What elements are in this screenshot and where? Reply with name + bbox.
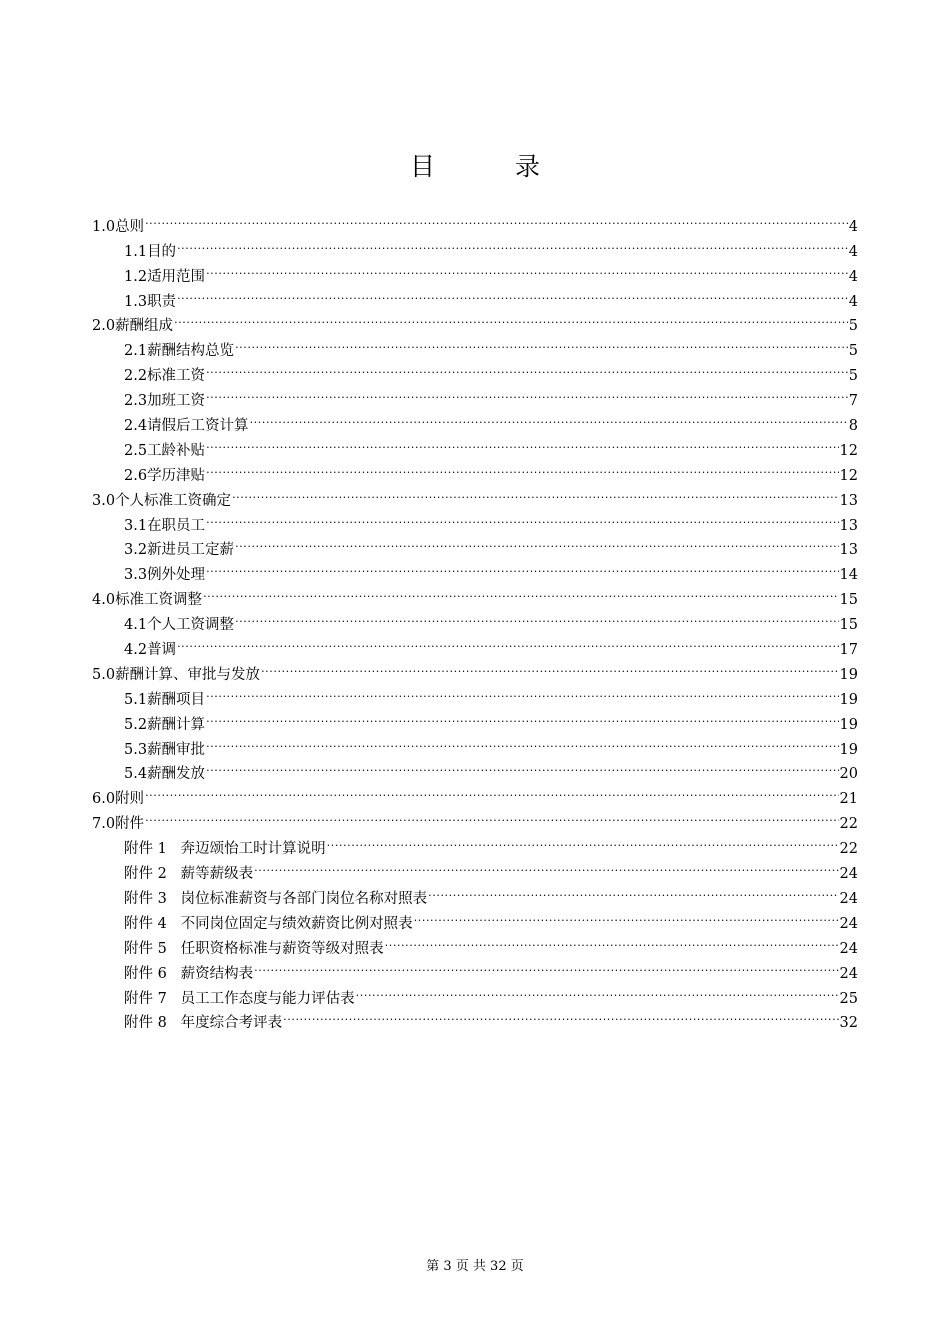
toc-entry-text: 奔迈颂怡工时计算说明: [180, 841, 326, 858]
toc-leader-dots: [206, 754, 838, 779]
toc-leader-dots: [206, 256, 848, 281]
toc-entry-text: 标准工资: [147, 368, 206, 385]
toc-leader-dots: [177, 231, 848, 256]
toc-page-number: 4: [848, 243, 858, 260]
toc-entry-label: [92, 812, 144, 837]
toc-leader-dots: [327, 828, 839, 853]
toc-entry-number: 3.3: [124, 567, 148, 584]
toc-page-number: 24: [839, 890, 858, 907]
toc-leader-dots: [232, 480, 838, 505]
toc-entry-number: 2.3: [124, 393, 148, 410]
toc-title: 目 录: [410, 152, 576, 181]
toc-entry-text: 标准工资调整: [115, 592, 203, 609]
toc-entry-number: 7.0: [92, 816, 116, 833]
toc-page-number: 8: [848, 418, 858, 435]
toc-entry-text: 普调: [147, 642, 177, 659]
toc-entry[interactable]: [92, 679, 858, 708]
toc-entry-label: [124, 439, 205, 464]
toc-leader-dots: [261, 654, 838, 679]
toc-entry-label: [124, 862, 253, 887]
toc-entry-separator: [167, 916, 181, 932]
toc-page-number: 5: [848, 343, 858, 360]
toc-entry[interactable]: [92, 530, 858, 559]
toc-page-number: 22: [839, 841, 858, 858]
toc-page-number: 24: [839, 940, 858, 957]
toc-entry-label: [124, 887, 427, 912]
toc-leader-dots: [235, 604, 838, 629]
toc-entry-label: [124, 738, 205, 763]
toc-entry-label: [124, 962, 253, 987]
toc-leader-dots: [254, 853, 838, 878]
toc-leader-dots: [283, 1003, 838, 1028]
toc-page-number: 13: [839, 517, 858, 534]
toc-leader-dots: [206, 380, 848, 405]
toc-page-number: 20: [839, 766, 858, 783]
toc-leader-dots: [254, 953, 838, 978]
toc-entry-number: 5.4: [124, 766, 148, 783]
page-footer: 第 3 页 共 32 页: [426, 1259, 524, 1274]
toc-entry-text: 个人标准工资确定: [115, 492, 232, 509]
toc-entry-separator: [167, 1015, 181, 1031]
toc-page-number: 24: [839, 965, 858, 982]
toc-leader-dots: [145, 803, 838, 828]
toc-entry-separator: [167, 941, 181, 957]
toc-page-number: 21: [839, 791, 858, 808]
toc-entry-label: [92, 787, 144, 812]
toc-leader-dots: [177, 629, 838, 654]
toc-page-number: 4: [848, 218, 858, 235]
toc-page-number: 12: [839, 442, 858, 459]
toc-leader-dots: [414, 903, 839, 928]
toc-entry-text: 薪酬发放: [147, 766, 206, 783]
toc-page-number: 19: [839, 741, 858, 758]
toc-page-number: 14: [839, 567, 858, 584]
toc-leader-dots: [174, 306, 848, 331]
toc-entry-separator: [167, 866, 181, 882]
toc-entry[interactable]: [92, 803, 858, 833]
toc-entry-number: 附件 6: [124, 965, 167, 982]
toc-entry-text: 薪酬计算、审批与发放: [115, 666, 261, 683]
toc-page-number: 24: [839, 866, 858, 883]
toc-page-number: 4: [848, 268, 858, 285]
toc-entry-number: 5.2: [124, 716, 148, 733]
toc-leader-dots: [206, 679, 838, 704]
toc-entry[interactable]: [92, 629, 858, 659]
toc-entry[interactable]: [92, 754, 858, 783]
toc-entry[interactable]: [92, 355, 858, 385]
toc-entry[interactable]: [92, 206, 858, 235]
toc-entry[interactable]: [92, 704, 858, 733]
toc-leader-dots: [428, 878, 838, 903]
toc-leader-dots: [206, 455, 838, 480]
toc-entry[interactable]: [92, 430, 858, 459]
toc-leader-dots: [385, 928, 839, 953]
toc-leader-dots: [206, 704, 838, 729]
toc-entry-separator: [167, 891, 181, 907]
toc-leader-dots: [145, 778, 838, 803]
toc-entry[interactable]: [92, 281, 858, 310]
toc-entry-number: 3.1: [124, 517, 148, 534]
toc-entry-number: 5.0: [92, 666, 116, 683]
toc-entry-number: 6.0: [92, 791, 116, 808]
toc-page-number: 5: [848, 318, 858, 335]
toc-entry-text: 薪酬结构总览: [147, 343, 235, 360]
toc-leader-dots: [206, 430, 838, 455]
toc-entry-text: 请假后工资计算: [147, 418, 249, 435]
toc-entry-text: 年度综合考评表: [180, 1015, 283, 1032]
toc-entry-label: [92, 314, 173, 339]
toc-entry[interactable]: [92, 654, 858, 683]
toc-page-number: 13: [839, 542, 858, 559]
toc-entry-number: 2.5: [124, 442, 148, 459]
toc-entry-separator: [167, 991, 181, 1007]
toc-entry-text: 适用范围: [147, 268, 206, 285]
toc-entry-label: [124, 1011, 282, 1036]
table-of-contents: [92, 206, 858, 1032]
toc-page-number: 22: [839, 816, 858, 833]
toc-entry-text: 加班工资: [147, 393, 206, 410]
toc-entry-number: 4.1: [124, 617, 148, 634]
toc-page-number: 25: [839, 990, 858, 1007]
toc-entry-separator: [167, 841, 181, 857]
toc-entry-number: 附件 1: [124, 841, 167, 858]
toc-entry-text: 任职资格标准与薪资等级对照表: [180, 940, 384, 957]
toc-page-number: 17: [839, 642, 858, 659]
toc-entry-number: 1.2: [124, 268, 148, 285]
toc-entry-number: 附件 3: [124, 890, 167, 907]
toc-entry-number: 1.0: [92, 218, 116, 235]
toc-page-number: 15: [839, 617, 858, 634]
toc-entry-label: [124, 688, 205, 713]
toc-entry-number: 3.2: [124, 542, 148, 559]
toc-entry-label: [124, 514, 205, 539]
toc-page-number: 24: [839, 915, 858, 932]
toc-entry[interactable]: [92, 604, 858, 634]
toc-entry[interactable]: [92, 828, 858, 858]
toc-leader-dots: [206, 505, 838, 530]
toc-entry-number: 4.2: [124, 642, 148, 659]
toc-entry-text: 目的: [147, 243, 177, 260]
toc-entry-number: 附件 7: [124, 990, 167, 1007]
toc-page-number: 4: [848, 293, 858, 310]
toc-entry[interactable]: [92, 380, 858, 410]
toc-entry-text: 总则: [115, 218, 145, 235]
toc-entry[interactable]: [92, 505, 858, 534]
toc-entry[interactable]: [92, 480, 858, 509]
toc-entry-text: 在职员工: [147, 517, 206, 534]
toc-leader-dots: [206, 554, 838, 579]
toc-entry-number: 2.6: [124, 467, 148, 484]
toc-entry-label: [124, 912, 413, 937]
toc-entry-label: [124, 464, 205, 489]
toc-entry-label: [92, 215, 144, 240]
toc-page-number: 32: [839, 1015, 858, 1032]
toc-leader-dots: [206, 729, 838, 754]
toc-entry-label: [124, 364, 205, 389]
toc-entry[interactable]: [92, 330, 858, 360]
toc-entry-number: 2.2: [124, 368, 148, 385]
toc-entry-text: 薪酬项目: [147, 691, 206, 708]
toc-entry[interactable]: [92, 778, 858, 808]
toc-entry-label: [124, 240, 176, 265]
toc-entry-number: 3.0: [92, 492, 116, 509]
toc-entry-text: 不同岗位固定与绩效薪资比例对照表: [180, 915, 413, 932]
toc-entry-text: 学历津贴: [147, 467, 206, 484]
toc-page-number: 7: [848, 393, 858, 410]
toc-entry-label: [124, 713, 205, 738]
toc-entry-text: 薪酬审批: [147, 741, 206, 758]
toc-entry-number: 附件 5: [124, 940, 167, 957]
toc-page-number: 12: [839, 467, 858, 484]
toc-entry-number: 附件 8: [124, 1015, 167, 1032]
toc-entry-number: 5.3: [124, 741, 148, 758]
toc-entry-number: 2.4: [124, 418, 148, 435]
toc-entry-text: 新进员工定薪: [147, 542, 235, 559]
toc-page-number: 19: [839, 716, 858, 733]
toc-leader-dots: [203, 579, 838, 604]
toc-entry[interactable]: [92, 579, 858, 609]
toc-entry-separator: [167, 966, 181, 982]
toc-entry-text: 例外处理: [147, 567, 206, 584]
toc-entry-text: 员工工作态度与能力评估表: [180, 990, 355, 1007]
toc-entry-label: [124, 638, 176, 663]
toc-entry[interactable]: [92, 455, 858, 484]
toc-page-number: 5: [848, 368, 858, 385]
toc-entry[interactable]: [92, 405, 858, 435]
toc-entry-label: [92, 588, 202, 613]
toc-entry-number: 4.0: [92, 592, 116, 609]
toc-entry[interactable]: [92, 729, 858, 758]
toc-leader-dots: [235, 530, 838, 555]
toc-leader-dots: [177, 281, 848, 306]
toc-entry-text: 附件: [115, 816, 145, 833]
toc-entry-text: 薪酬组成: [115, 318, 174, 335]
toc-entry-text: 薪等薪级表: [180, 866, 254, 883]
toc-leader-dots: [250, 405, 848, 430]
toc-entry-label: [124, 563, 205, 588]
toc-entry[interactable]: [92, 231, 858, 260]
toc-entry-number: 2.1: [124, 343, 148, 360]
toc-page-number: 19: [839, 691, 858, 708]
toc-leader-dots: [235, 330, 848, 355]
toc-entry-number: 1.1: [124, 243, 148, 260]
toc-entry-number: 5.1: [124, 691, 148, 708]
toc-leader-dots: [145, 206, 848, 231]
toc-leader-dots: [206, 355, 848, 380]
toc-entry[interactable]: [92, 256, 858, 285]
toc-entry-number: 附件 4: [124, 915, 167, 932]
toc-entry-text: 岗位标准薪资与各部门岗位名称对照表: [180, 890, 428, 907]
toc-page-number: 19: [839, 666, 858, 683]
toc-entry-text: 职责: [147, 293, 177, 310]
toc-entry[interactable]: [92, 306, 858, 335]
toc-entry-number: 附件 2: [124, 866, 167, 883]
toc-entry-text: 薪资结构表: [180, 965, 254, 982]
toc-leader-dots: [356, 978, 839, 1003]
toc-entry-text: 薪酬计算: [147, 716, 206, 733]
toc-entry-number: 1.3: [124, 293, 148, 310]
toc-entry-text: 工龄补贴: [147, 442, 206, 459]
toc-entry-text: 附则: [115, 791, 145, 808]
toc-entry[interactable]: [92, 554, 858, 584]
toc-entry-text: 个人工资调整: [147, 617, 235, 634]
toc-entry-label: [124, 389, 205, 414]
toc-entry-number: 2.0: [92, 318, 116, 335]
toc-entry-label: [124, 290, 176, 315]
toc-page-number: 13: [839, 492, 858, 509]
toc-page-number: 15: [839, 592, 858, 609]
